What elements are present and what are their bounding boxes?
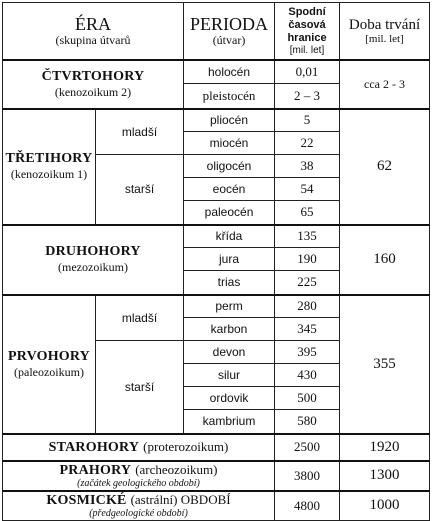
boundary-cell: 5 [275, 109, 340, 132]
period-cell: miocén [184, 132, 275, 155]
subdivision-cell: mladší [96, 109, 184, 155]
header-row [3, 3, 430, 60]
period-cell: křída [184, 225, 275, 248]
subdivision-cell: starší [96, 155, 184, 225]
table-row [3, 225, 430, 248]
period-cell: oligocén [184, 155, 275, 178]
boundary-cell: 2500 [275, 434, 340, 461]
boundary-cell: 190 [275, 248, 340, 271]
table-row [3, 60, 430, 84]
boundary-cell: 65 [275, 201, 340, 225]
era-sub: (proterozoikum) [143, 439, 229, 454]
period-cell: pliocén [184, 109, 275, 132]
table-row [3, 295, 430, 318]
period-cell: trias [184, 271, 275, 295]
period-cell: perm [184, 295, 275, 318]
boundary-header-unit: [mil. let] [289, 44, 325, 56]
era-name: STAROHORY [48, 440, 140, 455]
table-row [3, 109, 430, 132]
duration-cell: 62 [340, 109, 430, 225]
boundary-cell: 580 [275, 410, 340, 434]
boundary-cell: 395 [275, 341, 340, 364]
boundary-cell: 54 [275, 178, 340, 201]
boundary-cell: 38 [275, 155, 340, 178]
era-sub: (kenozoikum 2) [54, 84, 132, 99]
table-row [3, 461, 430, 491]
table-row [3, 491, 430, 521]
era-cell-prvohory [3, 295, 96, 434]
subdivision-cell: starší [96, 341, 184, 434]
period-cell: silur [184, 364, 275, 387]
era-name: TŘETIHORY [5, 151, 93, 166]
era-cell-ctvrtohory [3, 60, 184, 109]
boundary-cell: 430 [275, 364, 340, 387]
duration-cell: 355 [340, 295, 430, 434]
period-cell: devon [184, 341, 275, 364]
duration-cell: 1000 [340, 491, 430, 521]
boundary-cell: 345 [275, 318, 340, 341]
boundary-cell: 135 [275, 225, 340, 248]
period-cell: jura [184, 248, 275, 271]
era-cell-kosmicke [3, 491, 275, 521]
era-name: KOSMICKÉ [46, 492, 127, 508]
duration-cell: 160 [340, 225, 430, 295]
era-name: PRAHORY [59, 462, 132, 478]
era-header-sub: (skupina útvarů [55, 33, 131, 48]
era-sub: (kenozoikum 1) [10, 167, 88, 181]
period-cell: holocén [184, 60, 275, 84]
era-note: (začátek geologického období) [77, 477, 200, 489]
table-row [3, 434, 430, 461]
period-header [184, 3, 275, 60]
era-note: (předgeologické období) [89, 507, 188, 519]
duration-header-title: Doba trvání [348, 16, 421, 33]
era-cell-prahory [3, 461, 275, 491]
era-header-title: ÉRA [75, 14, 111, 35]
boundary-cell: 22 [275, 132, 340, 155]
duration-cell: 1920 [340, 434, 430, 461]
period-cell: ordovik [184, 387, 275, 410]
subdivision-cell: mladší [96, 295, 184, 341]
period-header-title: PERIODA [190, 14, 269, 35]
geologic-time-table [2, 2, 430, 521]
era-cell-druhohory [3, 225, 184, 295]
era-sub: (paleozoikum) [14, 364, 84, 379]
boundary-cell: 2 – 3 [275, 84, 340, 109]
boundary-header-line2: časová [288, 18, 326, 31]
era-sub: (mezozoikum) [58, 260, 128, 274]
boundary-cell: 0,01 [275, 60, 340, 84]
era-header [3, 3, 184, 60]
period-cell: kambrium [184, 410, 275, 434]
boundary-cell: 500 [275, 387, 340, 410]
period-cell: pleistocén [184, 84, 275, 109]
period-cell: paleocén [184, 201, 275, 225]
period-header-sub: (útvar) [212, 33, 246, 48]
duration-cell: cca 2 - 3 [340, 60, 430, 109]
era-cell-starohory [3, 434, 275, 461]
era-sub: (astrální) OBDOBÍ [130, 491, 231, 507]
period-cell: karbon [184, 318, 275, 341]
era-name: ČTVRTOHORY [41, 68, 145, 84]
duration-header-unit: [mil. let] [365, 32, 404, 45]
duration-cell: 1300 [340, 461, 430, 491]
boundary-cell: 4800 [275, 491, 340, 521]
boundary-cell: 3800 [275, 461, 340, 491]
boundary-header-line3: hranice [287, 31, 327, 44]
boundary-header-line1: Spodní [288, 5, 326, 18]
era-name: PRVOHORY [8, 348, 90, 364]
era-sub: (archeozoikum) [135, 461, 218, 477]
duration-header [340, 3, 430, 60]
era-cell-tretihory [3, 109, 96, 225]
boundary-header [275, 3, 340, 60]
boundary-cell: 225 [275, 271, 340, 295]
period-cell: eocén [184, 178, 275, 201]
era-name: DRUHOHORY [45, 244, 141, 259]
boundary-cell: 280 [275, 295, 340, 318]
